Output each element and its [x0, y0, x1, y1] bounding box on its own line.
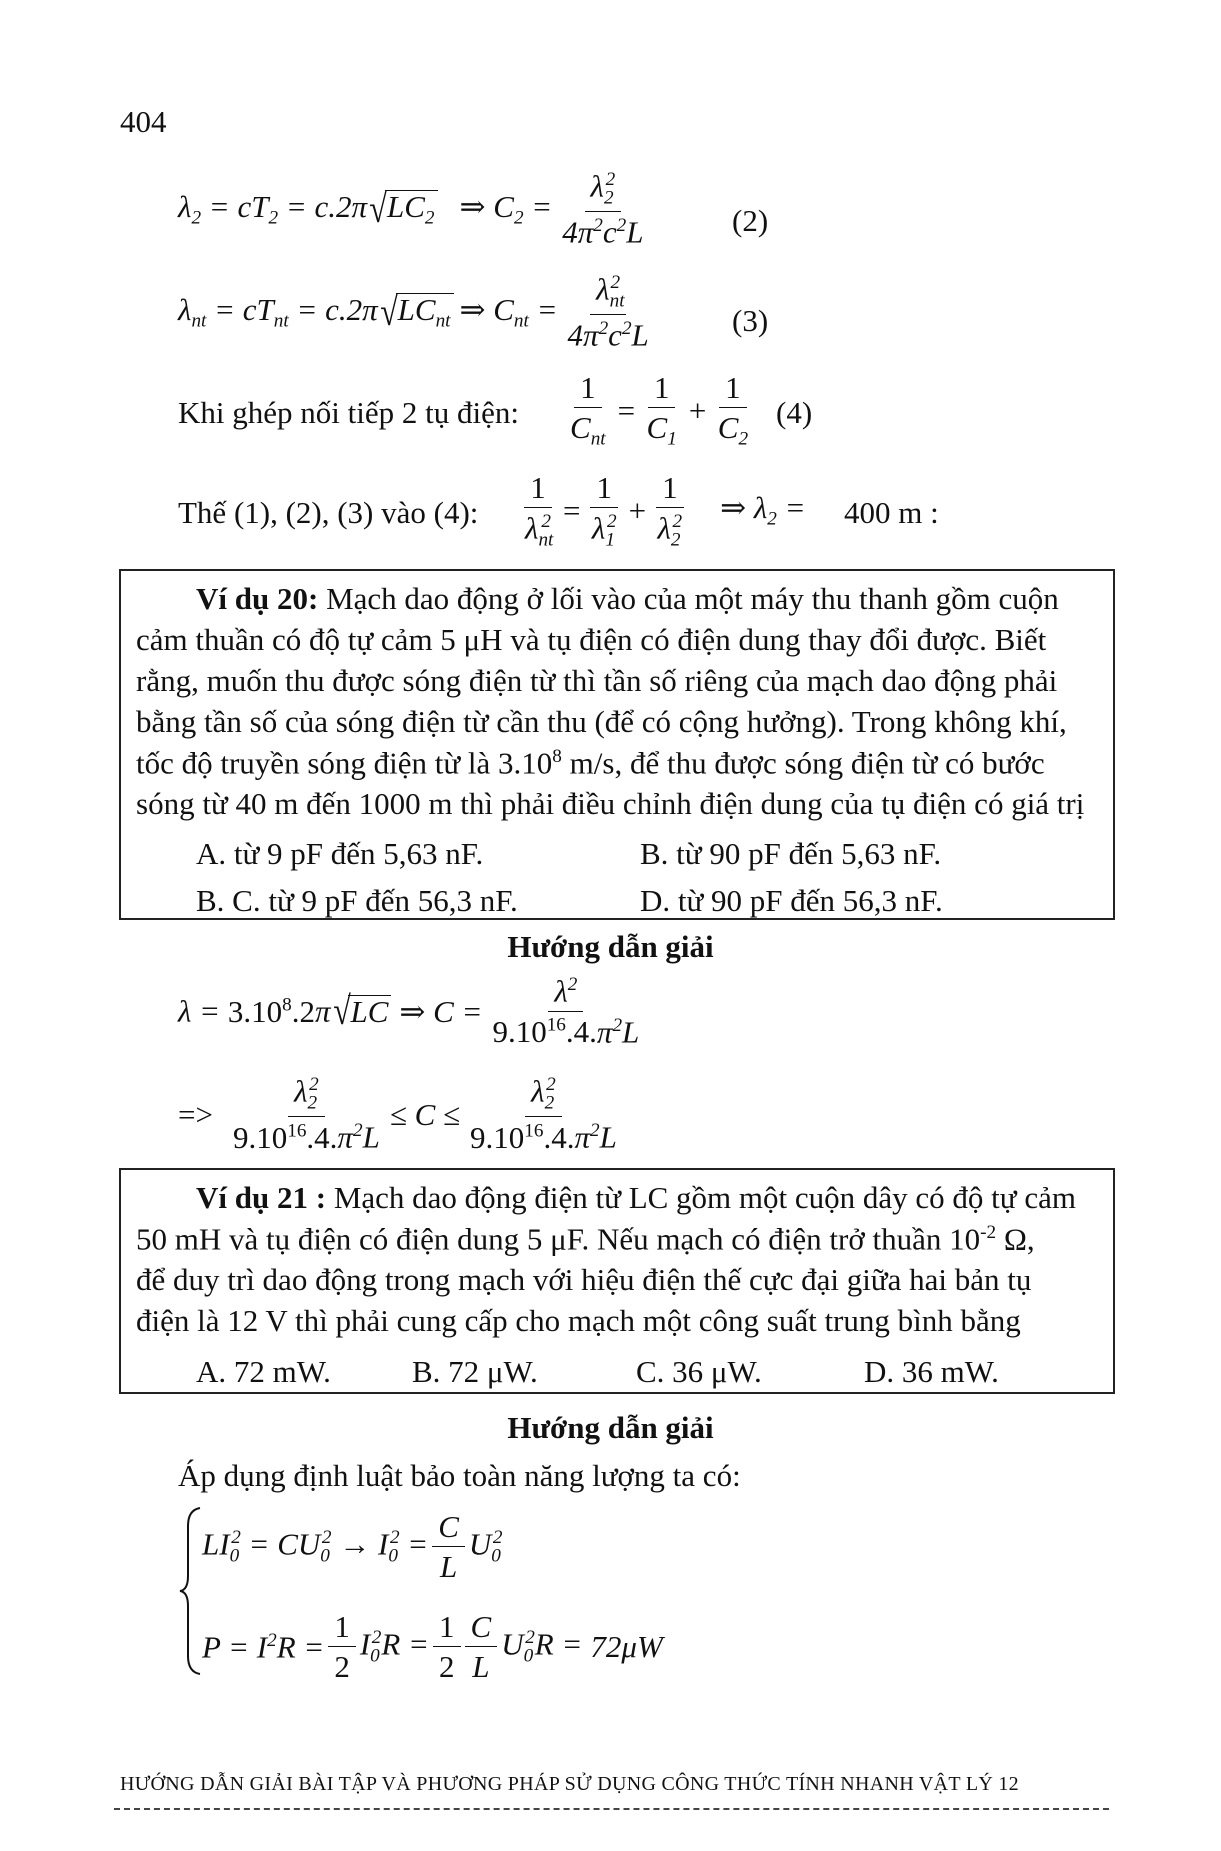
- example-20-line1: Ví dụ 20: Mạch dao động ở lối vào của một máy thu thanh gồm cuộn: [196, 581, 1059, 616]
- example-21-option-b: B. 72 μW.: [412, 1354, 538, 1389]
- equation-label-4: (4): [776, 395, 813, 430]
- substitution-result: 400 m :: [844, 495, 939, 530]
- example-21-line4: điện là 12 V thì phải cung cấp cho mạch một công suất trung bình bằng: [136, 1303, 1021, 1338]
- solution-21-equation-1: $LI_0^2 = CU_0^2 \to I_0^2$ = $\frac{C}{L}$ $U_0^2$: [202, 1509, 503, 1584]
- solution-21-result: 72μW: [590, 1629, 663, 1664]
- equation-lambda2: $\lambda_2 = cT_2 = c.2\pi$ √ $LC_2$ ⇒ $C_2$ = $\frac{\lambda_2^2}{4\pi^2c^2L}$: [178, 168, 644, 250]
- page-number: 404: [120, 104, 167, 139]
- solution-20-equation-2: => $\frac{\lambda_2^2}{9.10^{16}.4.\pi^2L}$ ≤ C ≤ $\frac{\lambda_2^2}{9.10^{16}.4.\pi^2L}$: [178, 1073, 617, 1155]
- example-20-line4: bằng tần số của sóng điện từ cần thu (để có cộng hưởng). Trong không khí,: [136, 704, 1067, 739]
- example-20-option-d: D. từ 90 pF đến 56,3 nF.: [640, 883, 943, 918]
- example-20-line3: rằng, muốn thu được sóng điện từ thì tần số riêng của mạch dao động phải: [136, 663, 1058, 698]
- equation-series: $\frac{1}{C_{nt}}$ = $\frac{1}{C_1}$ + $\frac{1}{C_2}$: [570, 370, 749, 450]
- example-20-heading: Ví dụ 20:: [196, 581, 319, 616]
- example-20-option-b: B. từ 90 pF đến 5,63 nF.: [640, 836, 942, 871]
- solution-20-heading: Hướng dẫn giải: [507, 929, 714, 964]
- example-21-line2: 50 mH và tụ điện có điện dung 5 μF. Nếu mạch có điện trở thuần $10^{-2}$ Ω,: [136, 1221, 1035, 1257]
- solution-21-heading: Hướng dẫn giải: [507, 1410, 714, 1445]
- equation-label-2: (2): [732, 203, 769, 238]
- example-20-option-a: A. từ 9 pF đến 5,63 nF.: [196, 836, 484, 871]
- equation-lambda-nt: $\lambda_{nt} = cT_{nt} = c.2\pi$ √ $LC_{nt}$ ⇒ $C_{nt}$ = $\frac{\lambda_{nt}^2}{4\pi^2c^2L}$: [178, 271, 649, 353]
- equation-substitution: $\frac{1}{\lambda_{nt}^2}$ = $\frac{1}{\lambda_1^2}$ + $\frac{1}{\lambda_2^2}$ ⇒ $\lambda_2$ =: [525, 470, 806, 551]
- example-20-line2: cảm thuần có độ tự cảm 5 μH và tụ điện có điện dung thay đổi được. Biết: [136, 622, 1047, 657]
- example-20-line6: sóng từ 40 m đến 1000 m thì phải điều chỉnh điện dung của tụ điện có giá trị: [136, 786, 1085, 821]
- example-21-heading: Ví dụ 21 :: [196, 1180, 327, 1215]
- example-21-option-a: A. 72 mW.: [196, 1354, 331, 1389]
- example-20-option-c: B. C. từ 9 pF đến 56,3 nF.: [196, 883, 518, 918]
- solution-20-equation-1: $\lambda = 3.10^8.2\pi$ √ LC ⇒ C = $\frac{\lambda^2}{9.10^{16}.4.\pi^2L}$: [178, 973, 640, 1050]
- page-footer: HƯỚNG DẪN GIẢI BÀI TẬP VÀ PHƯƠNG PHÁP SỬ DỤNG CÔNG THỨC TÍNH NHANH VẬT LÝ 12: [120, 1773, 1019, 1795]
- example-21-option-d: D. 36 mW.: [864, 1354, 999, 1389]
- example-21-line1: Ví dụ 21 : Mạch dao động điện từ LC gồm một cuộn dây có độ tự cảm: [196, 1180, 1076, 1215]
- solution-21-equation-2: $P = I^2R$ = $\frac{1}{2}$ $I_0^2R$ = $\frac{1}{2}$ $\frac{C}{L}$ $U_0^2R$ = 72μW: [202, 1609, 663, 1684]
- example-21-line3: để duy trì dao động trong mạch với hiệu điện thế cực đại giữa hai bản tụ: [136, 1262, 1032, 1297]
- example-20-line5: tốc độ truyền sóng điện từ là 3.10$^8$ m/s, để thu được sóng điện từ có bước: [136, 745, 1045, 781]
- solution-21-intro: Áp dụng định luật bảo toàn năng lượng ta có:: [178, 1458, 741, 1493]
- equation-label-3: (3): [732, 303, 769, 338]
- example-21-option-c: C. 36 μW.: [636, 1354, 762, 1389]
- system-brace-icon: [178, 1506, 204, 1676]
- footer-divider: [114, 1808, 1109, 1810]
- series-capacitor-text: Khi ghép nối tiếp 2 tụ điện:: [178, 395, 519, 430]
- substitute-text: Thế (1), (2), (3) vào (4):: [178, 495, 479, 530]
